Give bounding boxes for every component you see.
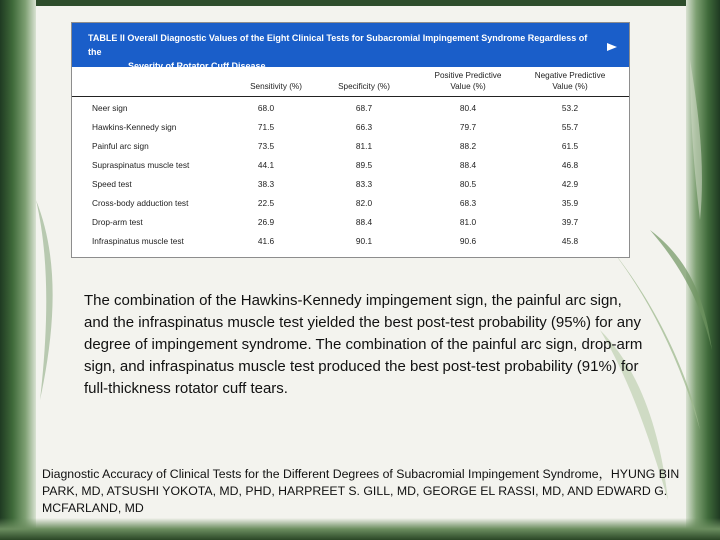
column-header-ppv: Positive Predictive Value (%) [434,71,502,91]
test-name: Drop-arm test [92,217,143,227]
test-name: Hawkins-Kennedy sign [92,122,177,132]
table-title [88,31,588,73]
test-name: Painful arc sign [92,141,149,151]
ppv-value: 81.0 [459,217,477,227]
table-row [72,233,629,251]
test-name: Infraspinatus muscle test [92,236,184,246]
diagnostic-values-table [71,22,630,258]
ppv-value: 90.6 [459,236,477,246]
header-rule [72,96,629,97]
table-title-bar [72,23,629,71]
sensitivity-value: 26.9 [257,217,275,227]
column-header-sensitivity: Sensitivity (%) [250,82,302,91]
column-header-npv: Negative Predictive Value (%) [534,71,606,91]
summary-paragraph: The combination of the Hawkins-Kennedy impingement sign, the painful arc sign, and the infraspinatus muscle test yielded the best post-test probability (95%) for any degree of impingement syndrome. The combination of the painful arc sign, drop-arm sign, and infraspinatus muscle test produced the best post-test probability (91%) for full-thickness rotator cuff tears. [84,292,643,397]
sensitivity-value: 38.3 [257,179,275,189]
npv-value: 39.7 [561,217,579,227]
specificity-value: 89.5 [355,160,373,170]
arrow-right-icon [607,43,617,51]
sensitivity-value: 22.5 [257,198,275,208]
specificity-value: 90.1 [355,236,373,246]
specificity-value: 66.3 [355,122,373,132]
table-row [72,214,629,232]
npv-value: 61.5 [561,141,579,151]
ppv-value: 88.2 [459,141,477,151]
table-row [72,195,629,213]
table-title-line1: TABLE II Overall Diagnostic Values of the Eight Clinical Tests for Subacromial Impingement Syndrome Regardless of the [88,33,588,57]
ppv-value: 80.5 [459,179,477,189]
ppv-value: 88.4 [459,160,477,170]
npv-value: 35.9 [561,198,579,208]
sensitivity-value: 73.5 [257,141,275,151]
table-row [72,157,629,175]
npv-value: 53.2 [561,103,579,113]
table-row [72,176,629,194]
column-header-specificity: Specificity (%) [338,82,390,91]
sensitivity-value: 41.6 [257,236,275,246]
table-title-line2: Severity of Rotator Cuff Disease [128,61,266,71]
test-name: Speed test [92,179,132,189]
citation-text: Diagnostic Accuracy of Clinical Tests for the Different Degrees of Subacromial Impingement Syndrome，HYUNG BIN PARK, MD, ATSUSHI YOKOTA, MD, PHD, HARPREET S. GILL, MD, GEORGE EL RASSI, MD, AND EDWARD G. MCFARLAND, MD [42,467,680,515]
test-name: Cross-body adduction test [92,198,189,208]
npv-value: 55.7 [561,122,579,132]
specificity-value: 83.3 [355,179,373,189]
table-row [72,119,629,137]
specificity-value: 88.4 [355,217,373,227]
npv-value: 42.9 [561,179,579,189]
test-name: Supraspinatus muscle test [92,160,190,170]
sensitivity-value: 71.5 [257,122,275,132]
npv-value: 45.8 [561,236,579,246]
table-row [72,100,629,118]
npv-value: 46.8 [561,160,579,170]
specificity-value: 82.0 [355,198,373,208]
specificity-value: 81.1 [355,141,373,151]
ppv-value: 80.4 [459,103,477,113]
sensitivity-value: 68.0 [257,103,275,113]
specificity-value: 68.7 [355,103,373,113]
table-row [72,138,629,156]
ppv-value: 79.7 [459,122,477,132]
ppv-value: 68.3 [459,198,477,208]
test-name: Neer sign [92,103,128,113]
sensitivity-value: 44.1 [257,160,275,170]
